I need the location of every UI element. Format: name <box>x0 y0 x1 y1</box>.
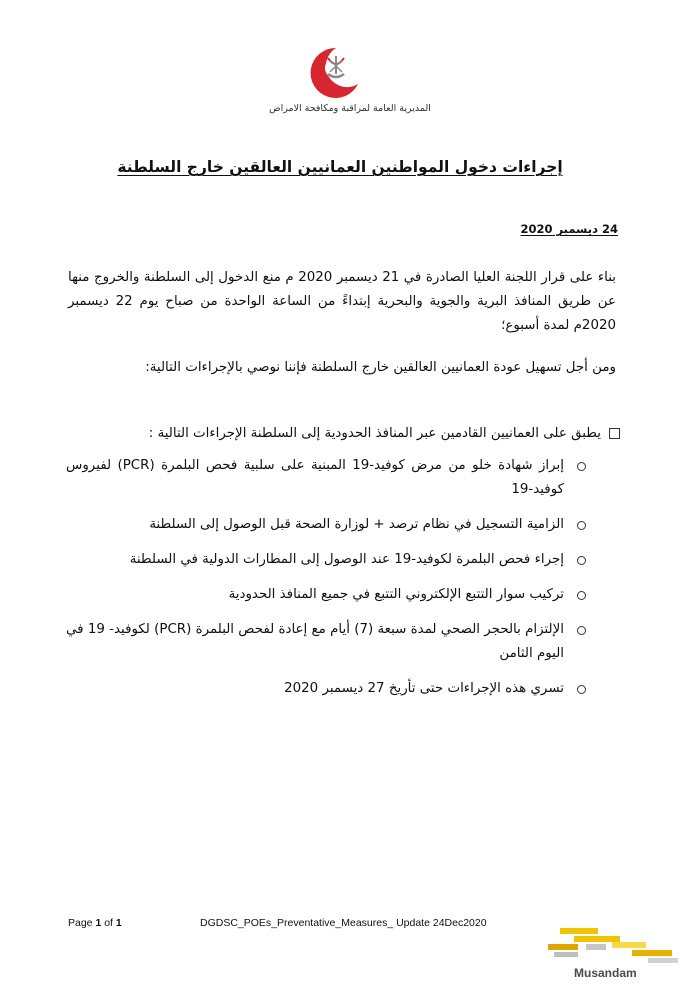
list-item <box>66 618 564 666</box>
list-item <box>66 513 564 537</box>
page-total: 1 <box>115 917 122 929</box>
measure-text: الزامية التسجيل في نظام ترصد + لوزارة الصحة قبل الوصول إلى السلطنة <box>149 517 564 532</box>
circle-bullet-icon <box>577 626 586 635</box>
list-item <box>66 548 564 572</box>
organization-name: المديرية العامة لمراقبة ومكافحة الامراض <box>269 103 431 114</box>
list-item <box>66 583 564 607</box>
paragraph-recommendation: ومن أجل تسهيل عودة العمانيين العالقين خارج السلطنة فإننا نوصي بالإجراءات التالية: <box>145 360 616 375</box>
page-word: Page <box>68 917 93 929</box>
page-current: 1 <box>95 917 102 929</box>
measure-text: تركيب سوار التتبع الإلكتروني التتبع في جميع المنافذ الحدودية <box>228 587 564 602</box>
page-number <box>68 917 122 929</box>
document-code: DGDSC_POEs_Preventative_Measures_ Update 24Dec2020 <box>200 917 487 929</box>
measures-intro-text: يطبق على العمانيين القادمين عبر المنافذ الحدودية إلى السلطنة الإجراءات التالية : <box>148 426 601 441</box>
paragraph-decision: بناء على قرار اللجنة العليا الصادرة في 21 ديسمبر 2020 م منع الدخول إلى السلطنة والخروج منها عن طريق المنافذ البرية والجوية والبحرية إبتداءً من الساعة الواحدة من صباح يوم 22 ديسمبر 2020م لمدة أسبوع؛ <box>68 270 616 333</box>
list-item <box>66 454 564 502</box>
measure-text: إجراء فحص البلمرة لكوفيد-19 عند الوصول إلى المطارات الدولية في السلطنة <box>129 552 564 567</box>
measure-text: إبراز شهادة خلو من مرض كوفيد-19 المبنية على سلبية فحص البلمرة (PCR) لفيروس كوفيد-19 <box>66 458 564 497</box>
circle-bullet-icon <box>577 462 586 471</box>
list-item <box>66 677 564 701</box>
circle-bullet-icon <box>577 591 586 600</box>
circle-bullet-icon <box>577 556 586 565</box>
ministry-logo <box>306 44 366 100</box>
circle-bullet-icon <box>577 685 586 694</box>
checkbox-bullet-icon <box>609 428 620 439</box>
circle-bullet-icon <box>577 521 586 530</box>
measures-list <box>66 454 564 712</box>
measure-text: تسري هذه الإجراءات حتى تأريخ 27 ديسمبر 2020 <box>284 681 564 696</box>
page-of: of <box>104 917 113 929</box>
document-date: 24 ديسمبر 2020 <box>520 222 618 236</box>
measure-text: الإلتزام بالحجر الصحي لمدة سبعة (7) أيام مع إعادة لفحص البلمرة (PCR) لكوفيد- 19 في اليوم الثامن <box>66 622 564 661</box>
measures-intro <box>80 426 620 441</box>
watermark-text: Musandam <box>574 966 637 980</box>
document-title: إجراءات دخول المواطنين العمانيين العالقين خارج السلطنة <box>117 158 563 176</box>
